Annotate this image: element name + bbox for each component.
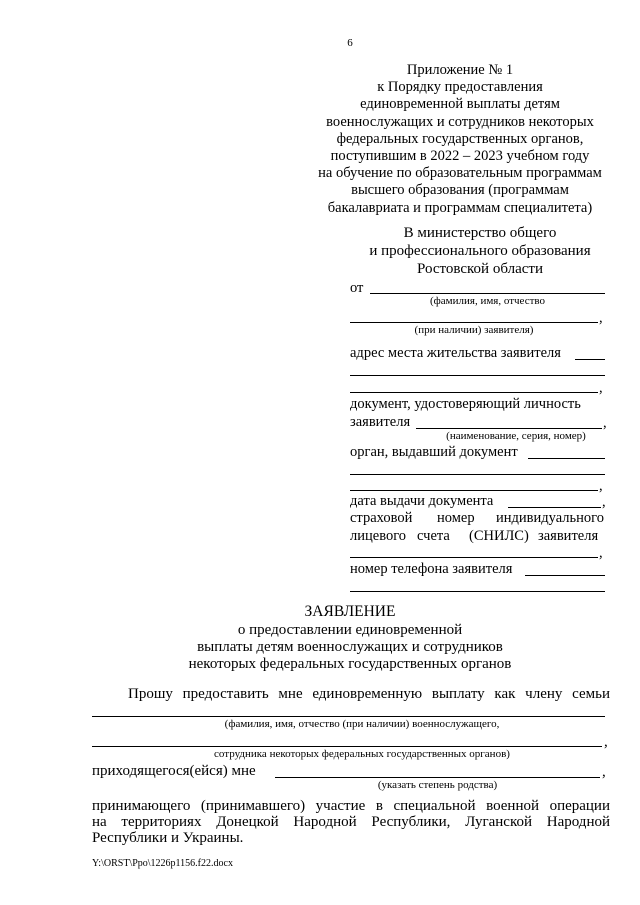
applicant-name-field[interactable]	[370, 293, 605, 294]
header-line: единовременной выплаты детям	[360, 96, 560, 113]
header-line: бакалавриата и программам специалитета)	[327, 199, 593, 216]
address-field[interactable]	[575, 359, 605, 360]
snils-w2: номер	[437, 510, 475, 526]
recipient-line: и профессионального образования	[369, 243, 591, 259]
comma: ,	[599, 310, 603, 326]
id-doc-label-2: заявителя	[350, 414, 411, 430]
snils-w3: индивидуального	[496, 510, 604, 526]
comma: ,	[599, 545, 603, 561]
address-field-3[interactable]	[350, 392, 598, 393]
serviceman-name-field-2[interactable]	[92, 746, 602, 747]
phone-label: номер телефона заявителя	[350, 561, 513, 577]
snils-w6: (СНИЛС)	[469, 528, 529, 544]
comma: ,	[602, 494, 606, 510]
para-line-last: Республики и Украины.	[92, 830, 244, 846]
appendix-header	[300, 62, 620, 217]
issuer-field-3[interactable]	[350, 490, 598, 491]
employee-caption: сотрудника некоторых федеральных государственных органов)	[214, 748, 510, 760]
id-doc-field[interactable]	[416, 428, 602, 429]
header-line: высшего образования (программам	[351, 182, 569, 199]
address-field-2[interactable]	[350, 375, 605, 376]
from-label: от	[350, 280, 364, 296]
recipient-line: В министерство общего	[403, 225, 557, 241]
issuer-field[interactable]	[528, 458, 605, 459]
recipient-line: Ростовской области	[417, 261, 543, 277]
phone-field[interactable]	[525, 575, 605, 576]
address-label: адрес места жительства заявителя	[350, 345, 561, 361]
comma: ,	[599, 380, 603, 396]
issue-date-field[interactable]	[508, 507, 601, 508]
comma: ,	[602, 764, 606, 780]
intro-text: Прошу предоставить мне единовременную выплату как члену семьи	[128, 686, 610, 702]
issuer-label: орган, выдавший документ	[350, 444, 518, 460]
header-line: Приложение № 1	[406, 62, 514, 78]
page-number: 6	[347, 37, 353, 49]
header-line: военнослужащих и сотрудников некоторых	[326, 113, 594, 130]
para-line: на территориях Донецкой Народной Республики, Луганской Народной	[92, 814, 610, 830]
id-doc-label: документ, удостоверяющий личность	[350, 396, 581, 412]
comma: ,	[604, 734, 608, 750]
relation-label: приходящегося(ейся) мне	[92, 763, 256, 779]
serviceman-name-field[interactable]	[92, 716, 605, 717]
name-caption-2: (при наличии) заявителя)	[414, 324, 534, 336]
header-line: к Порядку предоставления	[377, 79, 543, 96]
comma: ,	[603, 415, 607, 431]
recipient-block	[345, 224, 615, 278]
subtitle-line: выплаты детям военнослужащих и сотрудников	[197, 639, 503, 655]
comma: ,	[599, 478, 603, 494]
subtitle-line: некоторых федеральных государственных органов	[188, 656, 512, 672]
header-line: федеральных государственных органов,	[336, 130, 584, 147]
file-path: Y:\ORST\Ppo\1226p1156.f22.docx	[92, 858, 233, 869]
header-line: на обучение по образовательным программам	[318, 165, 602, 182]
statement-subtitle	[0, 622, 640, 673]
applicant-name-field-2[interactable]	[350, 322, 598, 323]
snils-w7: заявителя	[538, 528, 599, 544]
phone-field-2[interactable]	[350, 591, 605, 592]
serviceman-caption: (фамилия, имя, отчество (при наличии) военнослужащего,	[224, 718, 500, 730]
snils-w4: лицевого	[350, 528, 407, 544]
snils-w5: счета	[417, 528, 450, 544]
issuer-field-2[interactable]	[350, 474, 605, 475]
snils-field[interactable]	[350, 557, 598, 558]
name-caption: (фамилия, имя, отчество	[429, 295, 546, 307]
issue-date-label: дата выдачи документа	[350, 493, 494, 509]
header-line: поступившим в 2022 – 2023 учебном году	[330, 148, 590, 165]
relation-field[interactable]	[275, 777, 600, 778]
relation-caption: (указать степень родства)	[377, 779, 498, 791]
id-doc-caption: (наименование, серия, номер)	[446, 430, 586, 442]
statement-title: ЗАЯВЛЕНИЕ	[304, 603, 396, 620]
snils-w1: страховой	[350, 510, 413, 526]
para-line: принимающего (принимавшего) участие в специальной военной операции	[92, 798, 610, 814]
subtitle-line: о предоставлении единовременной	[237, 622, 463, 638]
